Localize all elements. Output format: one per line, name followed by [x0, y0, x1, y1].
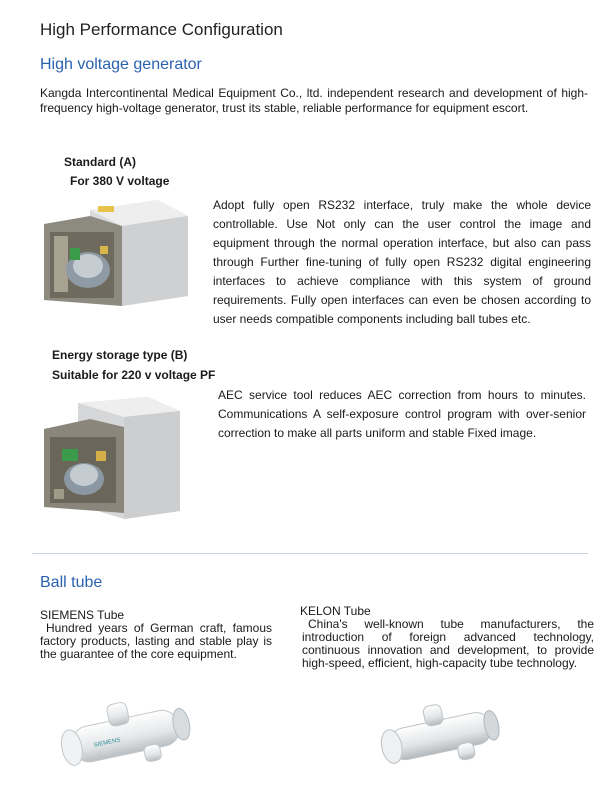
siemens-tube-name: SIEMENS Tube: [40, 608, 125, 622]
energy-voltage: Suitable for 220 v voltage PF: [52, 368, 216, 382]
standard-voltage: For 380 V voltage: [70, 174, 170, 188]
energy-label: Energy storage type (B): [52, 348, 188, 362]
standard-description: Adopt fully open RS232 interface, truly make the whole device controllable. Use Not only can the user control the image and equipment through the normal operation interface, but also can pass through Further fine-tuning of fully open RS232 digital engineering interfaces to achieve compliance with this system of ground requirements. Fully open interfaces can even be chosen according to user needs compatible components including ball tubes etc.: [213, 198, 591, 326]
section-heading-generator: High voltage generator: [40, 56, 202, 73]
kelon-tube-description: China's well-known tube manufacturers, the introduction of foreign advanced technology, continuous innovation and development, to provide high-speed, efficient, high-capacity tube technology.: [302, 617, 594, 670]
generator-intro: Kangda Intercontinental Medical Equipment Co., ltd. independent research and development of high-frequency high-voltage generator, trust its stable, reliable performance for equipment escort.: [40, 86, 588, 115]
section-divider: [32, 553, 588, 554]
section-heading-ball-tube: Ball tube: [40, 574, 103, 591]
kelon-tube-name: KELON Tube: [300, 604, 371, 618]
kelon-tube-image: [378, 690, 504, 776]
generator-a-image: [40, 196, 190, 308]
energy-description: AEC service tool reduces AEC correction from hours to minutes. Communications A self-exposure control program with over-senior correction to make all parts uniform and stable Fixed image.: [218, 388, 586, 440]
siemens-tube-image: [56, 690, 196, 776]
standard-label: Standard (A): [64, 155, 136, 169]
generator-b-image: [40, 393, 186, 521]
siemens-tube-description: Hundred years of German craft, famous factory products, lasting and stable play is the guarantee of the core equipment.: [40, 621, 272, 661]
page-title: High Performance Configuration: [40, 20, 283, 39]
siemens-logo: SIEMENS: [93, 737, 122, 749]
